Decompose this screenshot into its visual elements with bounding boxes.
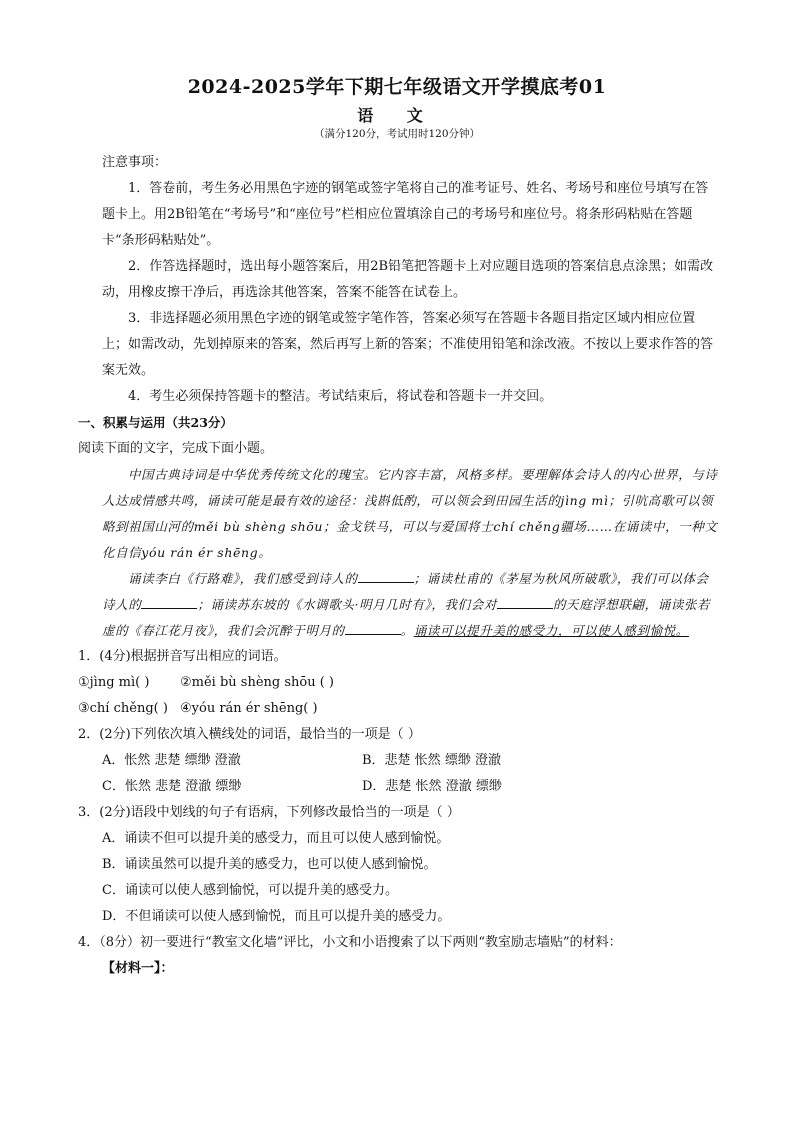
answer-blank [497,594,553,609]
question-2-options-row-1 [102,748,720,774]
notice-item-3: 3．非选择题必须用黑色字迹的钢笔或签字笔作答，答案必须写在答题卡各题目指定区域内相应位置上；如需改动，先划掉原来的答案，然后再写上新的答案；不准使用铅笔和涂改液。不按以上要求作答的答案无效。 [102,311,714,378]
question-2-stem: 2．(2分)下列依次填入横线处的词语，最恰当的一项是（ ） [78,727,421,742]
question-1-row-1 [78,670,720,696]
passage-text: ；诵读苏东坡的《水调歌头·明月几时有》，我们会对 [197,597,497,612]
subject-heading: 语 文 [357,106,437,125]
passage-paragraph-1: 中国古典诗词是中华优秀传统文化的瑰宝。它内容丰富，风格多样。要理解体会诗人的内心世界，与诗人达成情感共鸣，诵读可能是最有效的途径：浅斟低酌，可以领会到田园生活的jìng mì；引吭高歌可以领略到祖国山河的měi bù shèng shōu；金戈铁马，可以与爱国将士chí chěng疆场……在诵读中，一种文化自信yóu rán ér shēng。 [102,467,718,560]
question-3-option-c: C．诵读可以使人感到愉悦，可以提升美的感受力。 [102,883,398,898]
exam-title: 2024-2025学年下期七年级语文开学摸底考01 [187,76,607,98]
answer-blank [358,568,414,583]
pinyin-item-3: ③chí chěng( ) [78,701,168,716]
question-1-stem: 1．(4分)根据拼音写出相应的词语。 [78,649,287,664]
notice-item-1: 1．答卷前，考生务必用黑色字迹的钢笔或签字笔将自己的准考证号、姓名、考场号和座位号填写在答题卡上。用2B铅笔在“考场号”和“座位号”栏相应位置填涂自己的考场号和座位号。将条形码粘贴在答题卡“条形码粘贴处”。 [102,181,709,248]
passage-text: 的天庭浮想联翩，诵读张若虚的《春江花月夜》，我们会沉醉于明月的 [102,597,711,638]
score-note: （满分120分，考试用时120分钟） [313,128,481,140]
option-c: C．怅然 悲楚 澄澈 缥缈 [102,779,242,794]
question-2-options-row-2 [102,774,720,800]
answer-blank [345,620,401,635]
pinyin-item-1: ①jìng mì( ) [78,675,150,690]
option-d: D．悲楚 怅然 澄澈 缥缈 [362,779,502,794]
underlined-sentence: 诵读可以提升美的感受力，可以使人感到愉悦。 [413,623,689,638]
question-3-option-a: A．诵读不但可以提升美的感受力，而且可以使人感到愉悦。 [102,831,450,846]
passage-text: ；诵读杜甫的《茅屋为秋风所破歌》，我们可以体会诗人的 [102,571,709,612]
question-3-option-d: D．不但诵读可以使人感到愉悦，而且可以提升美的感受力。 [102,909,451,924]
question-3-stem: 3．(2分)语段中划线的句子有语病，下列修改最恰当的一项是（ ） [78,805,460,820]
passage-paragraph-2 [102,566,720,644]
pinyin-item-4: ④yóu rán ér shēng( ) [180,701,318,716]
notice-item-4: 4．考生必须保持答题卡的整洁。考试结束后，将试卷和答题卡一并交回。 [128,389,553,404]
passage-text: 。 [400,623,414,638]
question-4-stem: 4．（8分）初一要进行“教室文化墙”评比，小文和小语搜索了以下两则“教室励志墙贴”的材料： [78,935,622,950]
reading-intro: 阅读下面的文字，完成下面小题。 [78,441,274,456]
option-a: A．怅然 悲楚 缥缈 澄澈 [102,753,241,768]
answer-blank [141,594,197,609]
option-b: B．悲楚 怅然 缥缈 澄澈 [362,753,501,768]
question-3-option-b: B．诵读虽然可以提升美的感受力，也可以使人感到愉悦。 [102,857,437,872]
notice-heading: 注意事项： [102,155,168,170]
material-1-heading: 【材料一】： [102,961,174,976]
pinyin-item-2: ②měi bù shèng shōu ( ) [180,675,335,690]
notice-item-2: 2．作答选择题时，选出每小题答案后，用2B铅笔把答题卡上对应题目选项的答案信息点涂黑；如需改动，用橡皮擦干净后，再选涂其他答案，答案不能答在试卷上。 [102,259,714,300]
exam-content [78,150,720,982]
question-1-row-2 [78,696,720,722]
passage-text: 诵读李白《行路难》，我们感受到诗人的 [128,571,358,586]
section-heading: 一、积累与运用（共23分） [78,415,233,430]
